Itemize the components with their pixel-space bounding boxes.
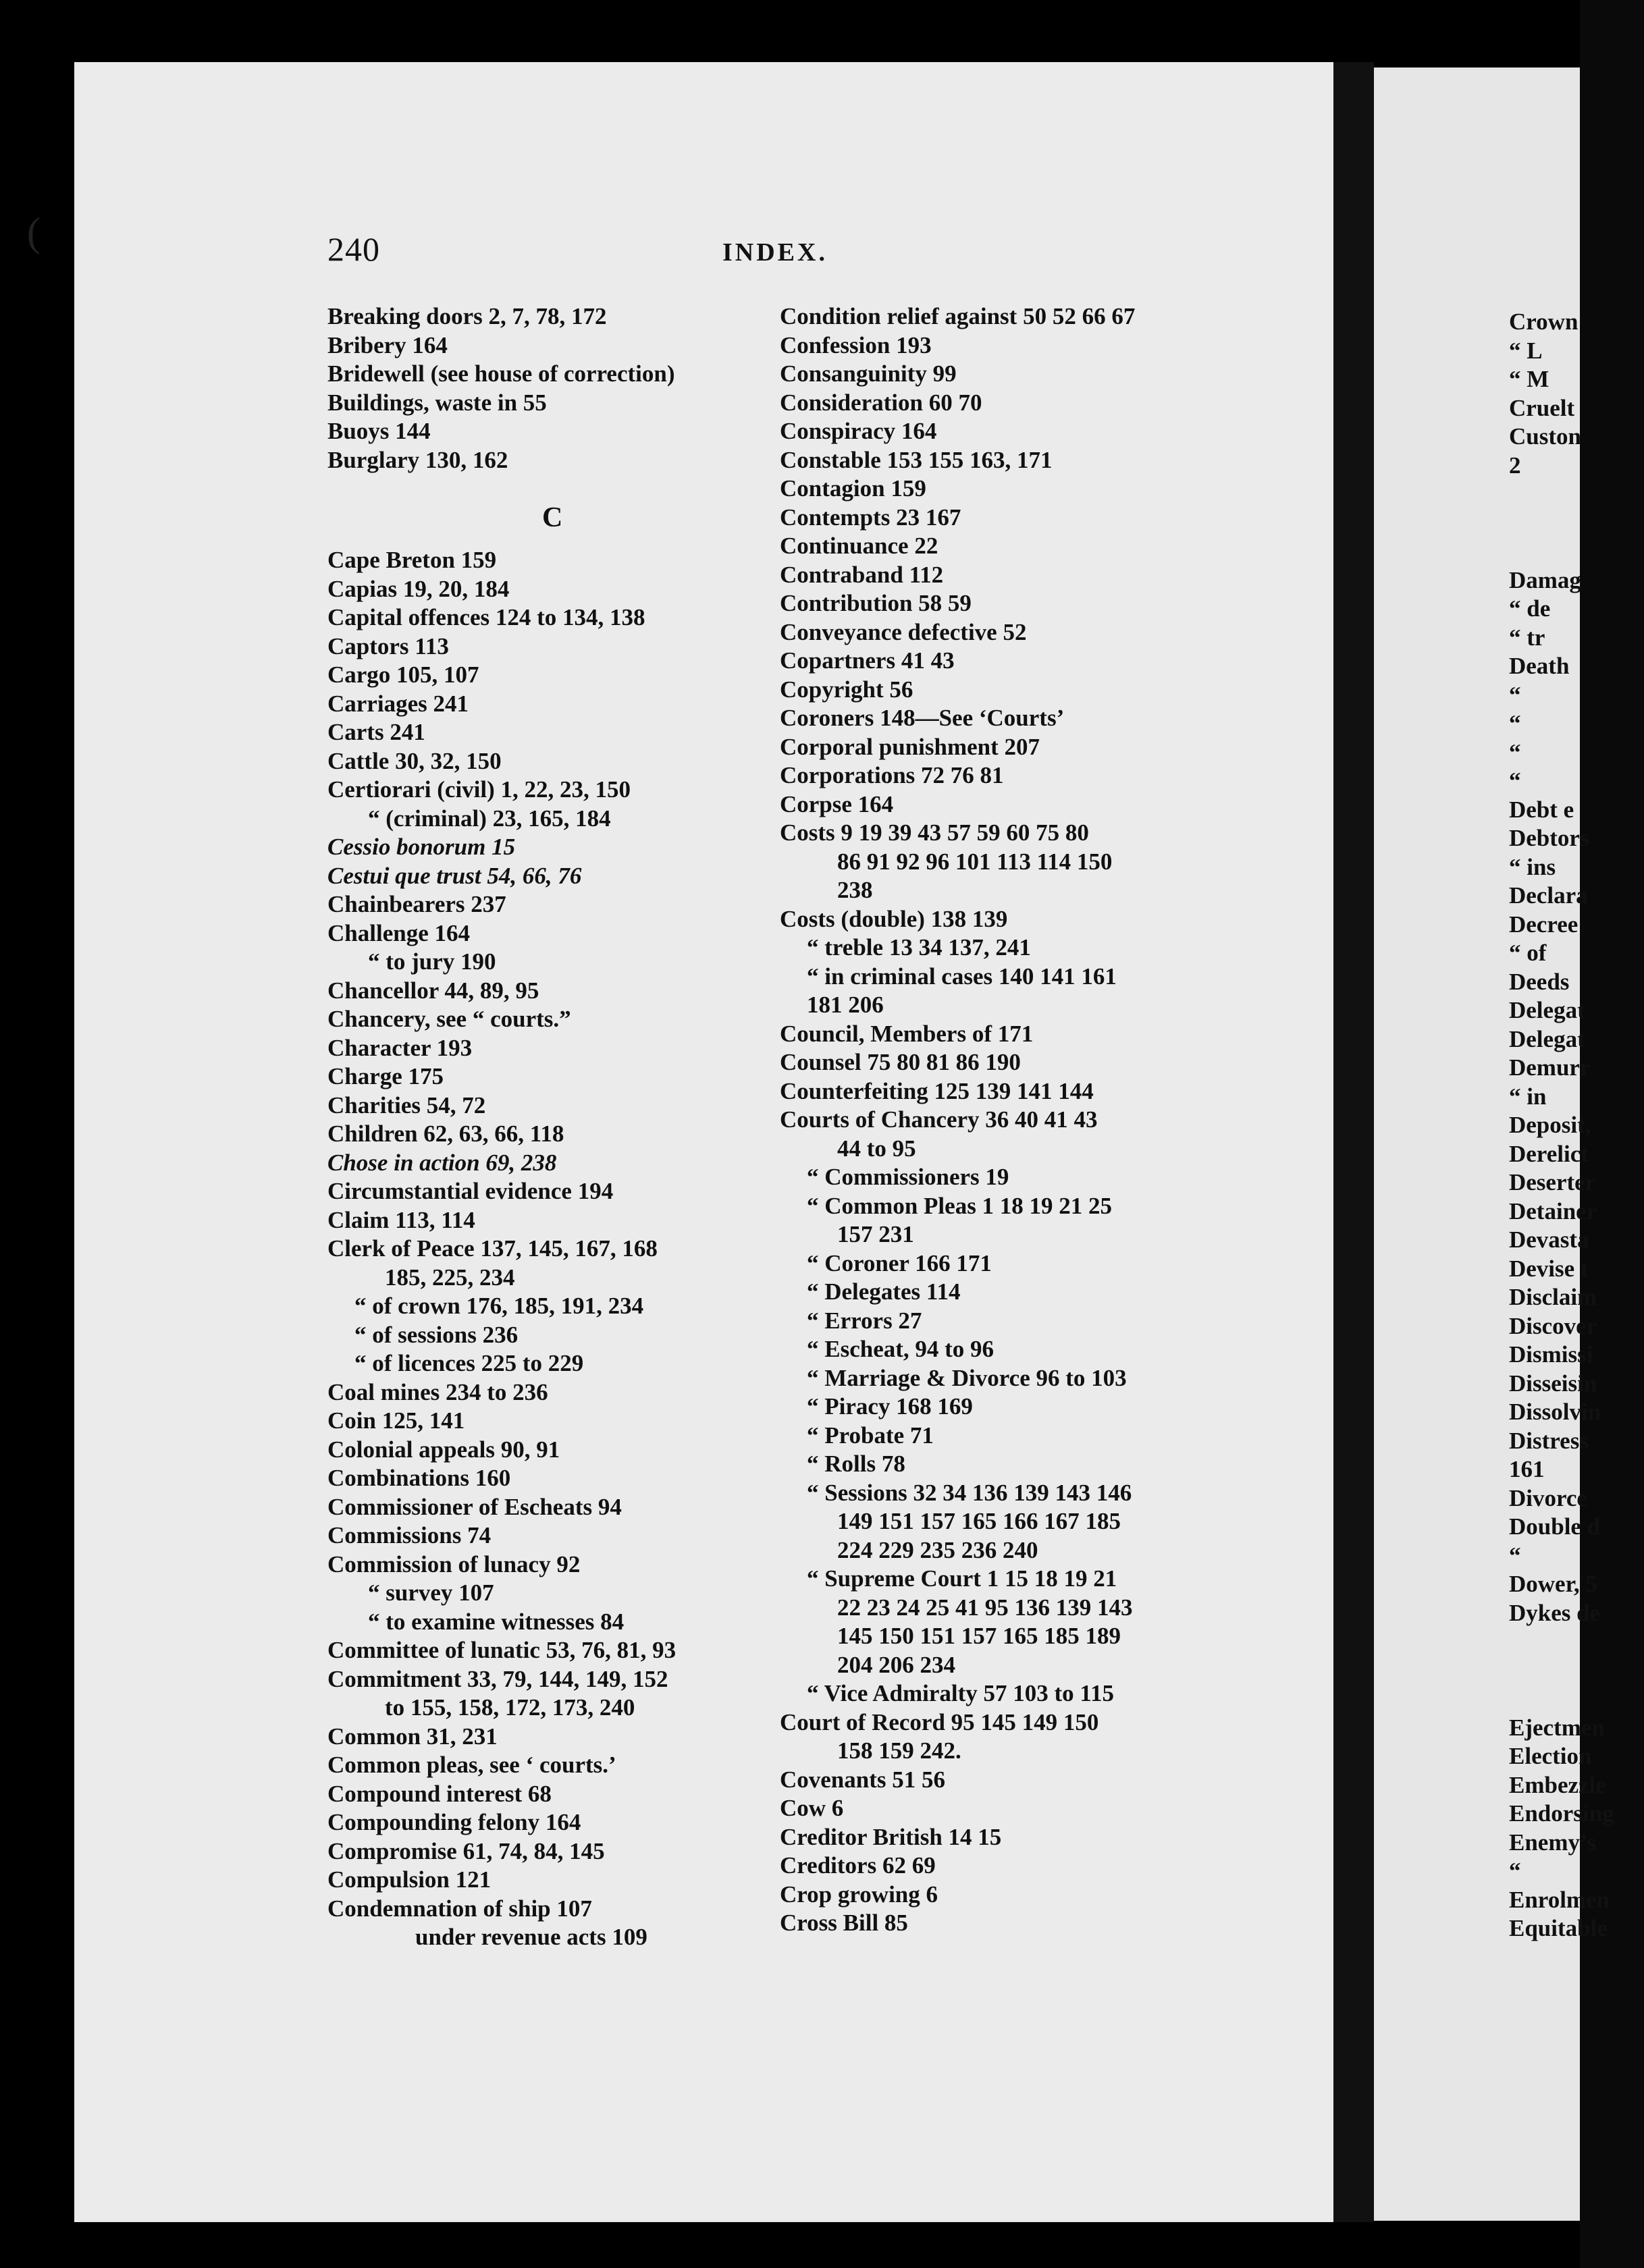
facing-page-column — [1509, 308, 1644, 1943]
index-entry: Claim 113, 114 — [327, 1206, 475, 1233]
index-entry: Challenge 164 — [327, 919, 470, 946]
facing-page-fragment: “ in — [1509, 1083, 1547, 1110]
index-entry: under revenue acts 109 — [415, 1924, 647, 1950]
index-entry: Corpse 164 — [780, 790, 894, 817]
index-entry: “ of sessions 236 — [354, 1321, 519, 1348]
book-gutter — [1333, 62, 1374, 2222]
facing-page-fragment: Cruelt — [1509, 394, 1575, 421]
index-entry: “ Probate 71 — [807, 1422, 934, 1449]
index-entry: “ Escheat, 94 to 96 — [807, 1336, 995, 1362]
index-entry: Chancellor 44, 89, 95 — [327, 977, 539, 1004]
index-column-right — [780, 302, 1225, 1938]
facing-page-fragment: Endorsing — [1509, 1800, 1614, 1827]
index-entry: Cessio bonorum 15 — [327, 834, 516, 860]
index-entry: Commissions 74 — [327, 1522, 492, 1548]
index-entry: 185, 225, 234 — [385, 1264, 515, 1291]
index-entry: Buoys 144 — [327, 418, 431, 444]
index-entry: Consanguinity 99 — [780, 360, 957, 387]
facing-page-fragment — [1509, 480, 1644, 509]
facing-page-fragment — [1509, 509, 1644, 538]
index-entry: “ Rolls 78 — [807, 1451, 905, 1477]
facing-page-fragment: “ L — [1509, 337, 1543, 364]
index-entry: 158 159 242. — [837, 1737, 961, 1764]
index-entry: Copartners 41 43 — [780, 647, 955, 674]
facing-page-fragment: “ — [1509, 710, 1521, 736]
index-entry: Corporations 72 76 81 — [780, 762, 1004, 788]
facing-page-fragment: Disseisin — [1509, 1370, 1597, 1397]
index-entry: Contagion 159 — [780, 475, 926, 502]
index-entry: Coal mines 234 to 236 — [327, 1378, 548, 1405]
index-entry: Captors 113 — [327, 632, 449, 659]
index-entry: Commitment 33, 79, 144, 149, 152 — [327, 1665, 668, 1692]
index-entry: Children 62, 63, 66, 118 — [327, 1120, 564, 1147]
facing-page-fragment: Election — [1509, 1743, 1592, 1769]
facing-page-fragment: “ ins — [1509, 853, 1556, 880]
facing-page-fragment: “ — [1509, 1542, 1521, 1569]
index-entry: 181 206 — [807, 992, 884, 1018]
index-entry: Cow 6 — [780, 1795, 844, 1821]
facing-page-fragment: 161 — [1509, 1456, 1545, 1482]
index-entry: “ Commissioners 19 — [807, 1164, 1009, 1190]
index-column-left — [327, 302, 773, 1952]
facing-page-fragment: Custon — [1509, 423, 1581, 450]
facing-page-fragment: Derelict — [1509, 1140, 1589, 1167]
facing-page-fragment: Delegat — [1509, 997, 1585, 1023]
index-entry: “ in criminal cases 140 141 161 — [807, 963, 1117, 990]
facing-page-fragment: Deposit, — [1509, 1112, 1591, 1138]
index-entry: “ of licences 225 to 229 — [354, 1350, 584, 1376]
index-entry: Crop growing 6 — [780, 1881, 938, 1908]
facing-page-fragment: Damag — [1509, 566, 1581, 593]
index-entry: Coin 125, 141 — [327, 1407, 465, 1434]
index-entry: Constable 153 155 163, 171 — [780, 446, 1053, 473]
index-entry: 238 — [837, 877, 873, 903]
index-entry: Council, Members of 171 — [780, 1020, 1034, 1047]
index-entry: Contraband 112 — [780, 561, 944, 588]
section-letter: C — [542, 502, 563, 533]
index-entry: Compound interest 68 — [327, 1780, 552, 1807]
index-entry: Counterfeiting 125 139 141 144 — [780, 1077, 1094, 1104]
facing-page-fragment: Dykes de — [1509, 1599, 1601, 1626]
facing-page-fragment: Declara — [1509, 882, 1588, 909]
facing-page-fragment: Deeds — [1509, 968, 1570, 995]
index-entry: Contempts 23 167 — [780, 504, 961, 531]
index-entry: Condemnation of ship 107 — [327, 1895, 592, 1922]
index-entry: 145 150 151 157 165 185 189 — [837, 1623, 1121, 1649]
index-entry: Conveyance defective 52 — [780, 618, 1027, 645]
facing-page-fragment: Enrolmen — [1509, 1886, 1610, 1913]
index-entry: Condition relief against 50 52 66 67 — [780, 303, 1136, 329]
facing-page-fragment: Devise t — [1509, 1255, 1589, 1282]
facing-page-fragment: Crown — [1509, 308, 1579, 335]
index-entry: Committee of lunatic 53, 76, 81, 93 — [327, 1637, 677, 1663]
index-entry: “ Piracy 168 169 — [807, 1393, 973, 1420]
facing-page-fragment: Discover — [1509, 1312, 1597, 1339]
index-entry: Charge 175 — [327, 1063, 444, 1089]
facing-page-fragment: Disclaim — [1509, 1284, 1597, 1310]
index-entry: Court of Record 95 145 149 150 — [780, 1708, 1099, 1735]
facing-page-fragment: Distress — [1509, 1427, 1589, 1454]
index-entry: “ to examine witnesses 84 — [368, 1608, 625, 1635]
facing-page-fragment — [1509, 1685, 1644, 1714]
index-entry: Cape Breton 159 — [327, 547, 497, 573]
index-entry: Commission of lunacy 92 — [327, 1550, 581, 1577]
index-entry: Charities 54, 72 — [327, 1091, 486, 1118]
facing-page-fragment: Deserter — [1509, 1169, 1596, 1195]
index-entry: 204 206 234 — [837, 1651, 955, 1678]
facing-page-fragment — [1509, 537, 1644, 566]
facing-page-fragment: Ejectmen — [1509, 1714, 1605, 1741]
facing-page-fragment: Dower, 5 — [1509, 1571, 1597, 1597]
facing-page-fragment: “ — [1509, 738, 1521, 765]
index-entry: Commissioner of Escheats 94 — [327, 1493, 622, 1520]
margin-mark: ( — [27, 210, 41, 254]
facing-page-fragment: “ tr — [1509, 624, 1545, 651]
index-entry: Common 31, 231 — [327, 1723, 498, 1750]
index-entry: Colonial appeals 90, 91 — [327, 1436, 560, 1463]
index-entry: Conspiracy 164 — [780, 418, 937, 444]
index-entry: Covenants 51 56 — [780, 1766, 946, 1793]
facing-page-fragment — [1509, 1627, 1644, 1656]
index-entry: Buildings, waste in 55 — [327, 389, 547, 416]
facing-page-fragment: Double d — [1509, 1513, 1601, 1540]
index-entry: Compromise 61, 74, 84, 145 — [327, 1837, 605, 1864]
index-entry: Compounding felony 164 — [327, 1809, 581, 1835]
index-entry: Carriages 241 — [327, 690, 469, 717]
index-entry: “ Marriage & Divorce 96 to 103 — [807, 1364, 1127, 1391]
index-entry: “ Common Pleas 1 18 19 21 25 — [807, 1192, 1113, 1219]
facing-page-fragment: “ — [1509, 767, 1521, 794]
facing-page-fragment: “ — [1509, 1858, 1521, 1884]
index-entry: “ Sessions 32 34 136 139 143 146 — [807, 1479, 1132, 1506]
index-entry: “ Coroner 166 171 — [807, 1249, 992, 1276]
index-entry: Copyright 56 — [780, 676, 913, 703]
index-entry: Breaking doors 2, 7, 78, 172 — [327, 303, 607, 329]
index-entry: Certiorari (civil) 1, 22, 23, 150 — [327, 776, 631, 803]
index-entry: Combinations 160 — [327, 1465, 511, 1491]
index-entry: Courts of Chancery 36 40 41 43 — [780, 1106, 1098, 1133]
facing-page-fragment: “ — [1509, 681, 1521, 708]
facing-page-fragment: Debt e — [1509, 796, 1574, 823]
index-entry: Contribution 58 59 — [780, 590, 972, 616]
index-entry: Continuance 22 — [780, 533, 938, 559]
index-entry: Corporal punishment 207 — [780, 733, 1040, 760]
index-entry: Clerk of Peace 137, 145, 167, 168 — [327, 1235, 658, 1262]
index-entry: 22 23 24 25 41 95 136 139 143 — [837, 1594, 1133, 1621]
index-entry: “ to jury 190 — [368, 948, 496, 975]
index-entry: Bribery 164 — [327, 331, 448, 358]
index-entry: “ Supreme Court 1 15 18 19 21 — [807, 1565, 1117, 1592]
facing-page-fragment: Dissolvin — [1509, 1399, 1601, 1425]
index-entry: Chose in action 69, 238 — [327, 1149, 557, 1176]
index-entry: Costs (double) 138 139 — [780, 905, 1008, 932]
page-number: 240 — [327, 230, 380, 268]
facing-page-fragment: Enemy’s — [1509, 1829, 1596, 1856]
index-entry: Confession 193 — [780, 331, 932, 358]
index-entry: Cross Bill 85 — [780, 1910, 908, 1936]
index-entry: 157 231 — [837, 1221, 914, 1247]
index-entry: Creditor British 14 15 — [780, 1823, 1002, 1850]
facing-page-fragment: Delegat — [1509, 1025, 1585, 1052]
facing-page-fragment: “ of — [1509, 940, 1547, 966]
facing-page-fragment: Debtors — [1509, 825, 1589, 851]
index-entry: 44 to 95 — [837, 1135, 916, 1162]
index-entry: “ Delegates 114 — [807, 1278, 961, 1305]
index-entry: Chancery, see “ courts.” — [327, 1006, 571, 1032]
facing-page-fragment — [1509, 1656, 1644, 1685]
index-entry: “ Errors 27 — [807, 1307, 922, 1334]
index-entry: to 155, 158, 172, 173, 240 — [385, 1694, 635, 1721]
index-entry: Carts 241 — [327, 719, 425, 745]
facing-page-fragment: “ M — [1509, 366, 1549, 392]
facing-page-fragment: 2 — [1509, 452, 1521, 479]
index-entry: Cattle 30, 32, 150 — [327, 747, 502, 774]
index-entry: Cargo 105, 107 — [327, 662, 479, 688]
facing-page-fragment: Embezzle — [1509, 1771, 1606, 1798]
facing-page-fragment: Devasta — [1509, 1226, 1589, 1253]
index-entry: Compulsion 121 — [327, 1866, 492, 1893]
index-entry: 86 91 92 96 101 113 114 150 — [837, 848, 1113, 875]
index-entry: 149 151 157 165 166 167 185 — [837, 1508, 1121, 1534]
facing-page-fragment: Detainer — [1509, 1197, 1597, 1224]
index-entry: Costs 9 19 39 43 57 59 60 75 80 — [780, 819, 1089, 846]
running-head: INDEX. — [722, 238, 828, 267]
index-entry: Consideration 60 70 — [780, 389, 982, 416]
facing-page-fragment: Divorce — [1509, 1484, 1587, 1511]
index-entry: Cestui que trust 54, 66, 76 — [327, 862, 582, 889]
facing-page-fragment: Death — [1509, 653, 1570, 679]
index-entry: “ of crown 176, 185, 191, 234 — [354, 1293, 644, 1319]
index-entry: “ Vice Admiralty 57 103 to 115 — [807, 1680, 1114, 1706]
index-entry: Counsel 75 80 81 86 190 — [780, 1049, 1021, 1075]
index-entry: Common pleas, see ‘ courts.’ — [327, 1752, 616, 1778]
index-entry: Character 193 — [327, 1034, 473, 1061]
index-entry: 224 229 235 236 240 — [837, 1536, 1038, 1563]
index-entry: Circumstantial evidence 194 — [327, 1178, 614, 1204]
facing-page-fragment: “ de — [1509, 595, 1551, 622]
facing-page-fragment: Decree — [1509, 911, 1579, 938]
facing-page-fragment: Demurr — [1509, 1054, 1591, 1081]
index-entry: Capias 19, 20, 184 — [327, 575, 510, 602]
index-entry: “ treble 13 34 137, 241 — [807, 934, 1031, 961]
index-entry: Creditors 62 69 — [780, 1852, 936, 1879]
facing-page-fragment: Equitable — [1509, 1915, 1608, 1941]
index-entry: Chainbearers 237 — [327, 891, 506, 917]
facing-page-fragment: Dismissi — [1509, 1341, 1593, 1368]
index-entry: Bridewell (see house of correction) — [327, 360, 675, 387]
index-entry: “ (criminal) 23, 165, 184 — [368, 805, 611, 832]
index-entry: Coroners 148—See ‘Courts’ — [780, 705, 1065, 731]
index-entry: “ survey 107 — [368, 1580, 494, 1606]
index-entry: Capital offences 124 to 134, 138 — [327, 604, 645, 630]
index-entry: Burglary 130, 162 — [327, 446, 508, 473]
